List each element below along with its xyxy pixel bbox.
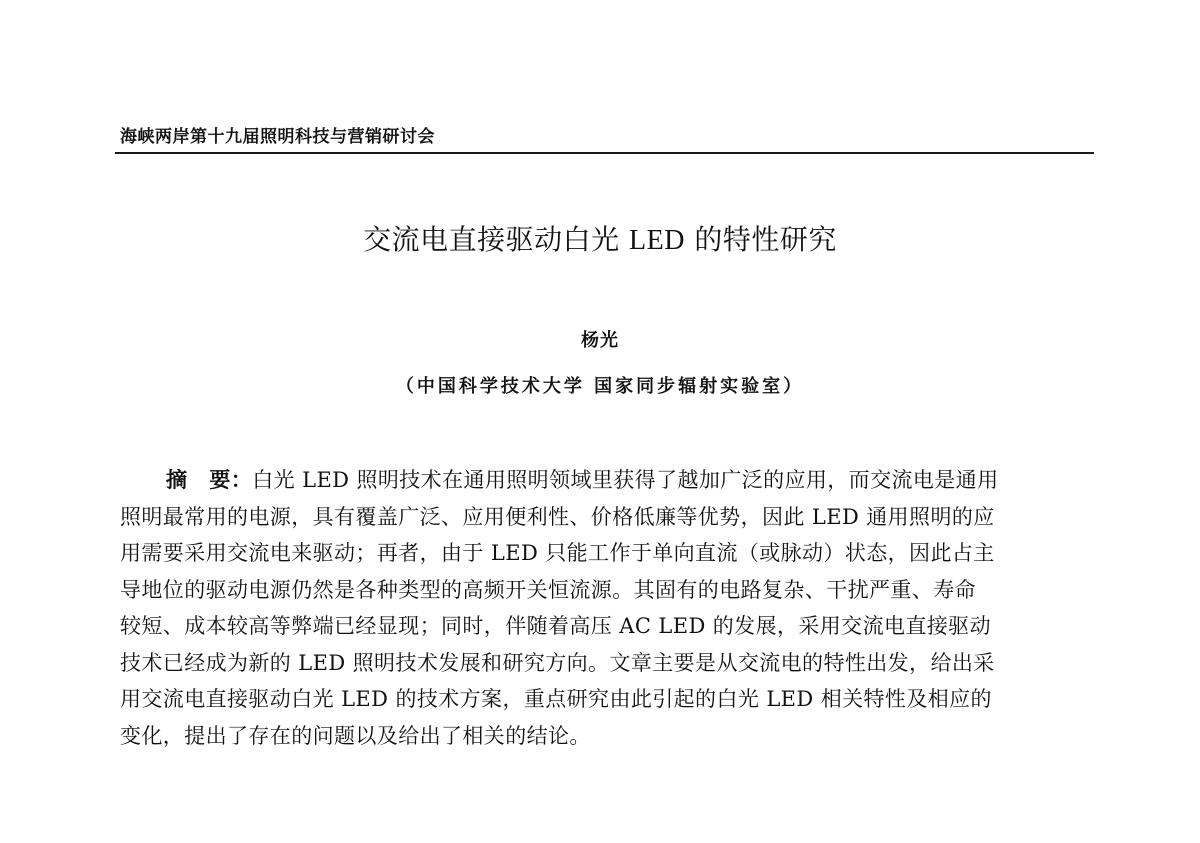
abstract-line: 用需要采用交流电来驱动；再者，由于 LED 只能工作于单向直流（或脉动）状态，因此占主 — [120, 541, 995, 565]
abstract-line: 技术已经成为新的 LED 照明技术发展和研究方向。文章主要是从交流电的特性出发，给出采 — [120, 650, 995, 675]
paper-title-prefix: 交流电直接驱动白光 — [363, 223, 630, 256]
abstract-line: 变化，提出了存在的问题以及给出了相关的结论。 — [120, 723, 591, 748]
running-header: 海峡两岸第十九届照明科技与营销研讨会 — [120, 127, 435, 147]
paper-title-suffix: 的特性研究 — [684, 223, 837, 256]
abstract-line: 用交流电直接驱动白光 LED 的技术方案，重点研究由此引起的白光 LED 相关特性及相应的 — [120, 687, 992, 711]
abstract-line: 照明最常用的电源，具有覆盖广泛、应用便利性、价格低廉等优势，因此 LED 通用照明的应 — [120, 504, 995, 529]
abstract-line: 较短、成本较高等弊端已经显现；同时，伴随着高压 AC LED 的发展，采用交流电直接驱动 — [120, 614, 991, 638]
abstract-label — [166, 468, 252, 492]
abstract-label-char: 摘 — [166, 468, 188, 492]
header-rule — [115, 152, 1094, 154]
author-affiliation: （中国科学技术大学 国家同步辐射实验室） — [395, 376, 805, 397]
abstract — [120, 462, 1094, 754]
paper-title-latin: LED — [629, 225, 685, 256]
abstract-line — [120, 462, 1094, 499]
abstract-text: 白光 LED 照明技术在通用照明领域里获得了越加广泛的应用，而交流电是通用 — [252, 468, 999, 492]
abstract-label-char: 要： — [209, 468, 253, 492]
paper-title — [0, 218, 1200, 258]
abstract-line: 导地位的驱动电源仍然是各种类型的高频开关恒流源。其固有的电路复杂、干扰严重、寿命 — [120, 577, 976, 602]
author-name: 杨光 — [581, 330, 619, 351]
